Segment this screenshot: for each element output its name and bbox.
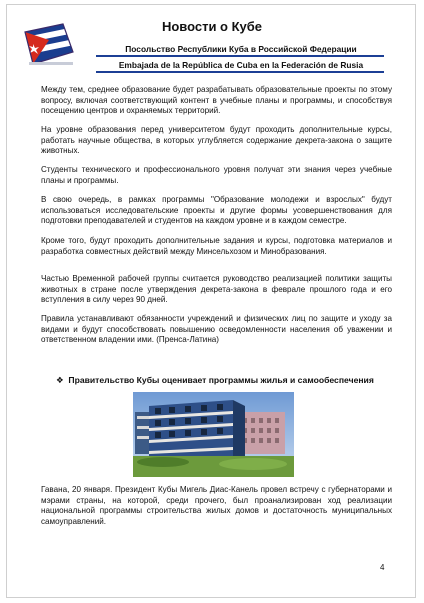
diamond-bullet-icon: ❖ (56, 375, 64, 385)
paragraph: В свою очередь, в рамках программы "Образование молодежи и взрослых" будут использоваться исследовательские проекты и другие формы усовершенствования для подготовки преподавателей и студентов на каждом уровне и в каждом семестре. (41, 195, 392, 225)
header-divider-2 (96, 71, 384, 73)
paragraph: На уровне образования перед университетом будут проходить дополнительные курсы, работать научные общества, в которых углубляется содержание декрета-закона о защите животных. (41, 125, 392, 155)
paragraph: Правила устанавливают обязанности учреждений и физических лиц по защите и уходу за видами и будут способствовать повышению осведомленности населения об уважении и ответственном владении ими. (Пренса-Латина) (41, 314, 392, 344)
header-divider-1 (96, 55, 384, 57)
newsletter-title: Новости о Кубе (161, 19, 263, 34)
page-number: 4 (380, 563, 385, 572)
section-heading (56, 375, 374, 386)
section-heading-text: Правительство Кубы оценивает программы жилья и самообеспечения (68, 375, 374, 385)
paragraph: Между тем, среднее образование будет разрабатывать образовательные проекты по этому вопросу, включая соответствующий контент в учебные планы и программы, и способствуя посещению центров и охраняемых территорий. (41, 85, 392, 115)
housing-buildings-photo (133, 392, 294, 477)
section-paragraph: Гавана, 20 января. Президент Кубы Мигель Диас-Канель провел встречу с губернаторами и мэрами страны, на которой, среди прочего, был проанализирован ход реализации национальной программы строительства жилых домов и достаточность муниципальных самоуправлений. (41, 485, 392, 526)
paragraph: Студенты технического и профессионального уровня получат эти знания через учебные планы и программы. (41, 165, 392, 185)
paragraph: Частью Временной рабочей группы считается руководство реализацией политики защиты животных в стране после утверждения декрета-закона в феврале прошлого года и его вступления в силу через 90 дней. (41, 274, 392, 304)
paragraph: Кроме того, будут проходить дополнительные задания и курсы, подготовка материалов и разработка совместных действий между Минсельхозом и Минобразования. (41, 236, 392, 256)
embassy-name-ru: Посольство Республики Куба в Российской Федерации (125, 44, 357, 54)
embassy-name-es: Embajada de la República de Cuba en la Federación de Rusia (118, 60, 364, 70)
